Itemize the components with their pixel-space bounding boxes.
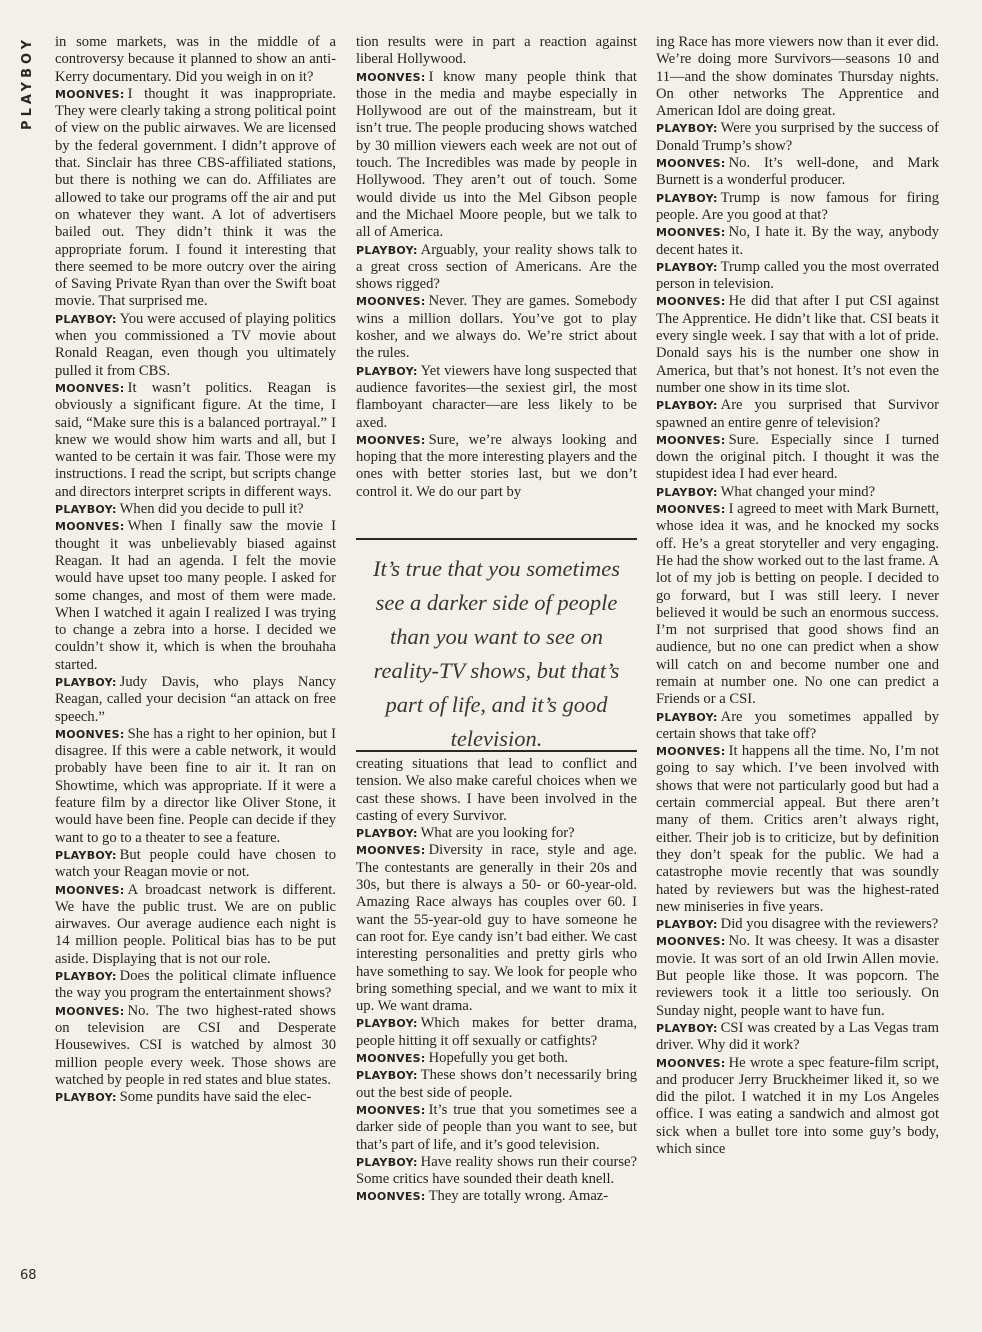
speaker-label: MOONVES:	[656, 157, 726, 171]
paragraph-text: Which makes for better drama, people hitting it off sexually or catfights?	[356, 1015, 637, 1049]
paragraph	[656, 293, 939, 397]
column-3	[656, 34, 939, 1158]
paragraph-text: What are you looking for?	[420, 825, 575, 842]
paragraph	[356, 34, 637, 69]
paragraph-text: I thought it was inappropriate. They were clearly taking a strong political point of view on the public airwaves. We are licensed by the federal government. I didn’t approve of that. Sinclair has three CBS-affiliated stations, but there is nothing we can do. Affiliates are allowed to take our programs off the air and put on whatever they want. A lot of advertisers bailed out. They didn’t think it was the appropriate forum. I found it interesting that there seemed to be more outcry over the airing of Saving Private Ryan than over the Swift boat movie. That surprised me.	[55, 85, 336, 310]
paragraph	[55, 518, 336, 674]
paragraph	[656, 709, 939, 744]
speaker-label: PLAYBOY:	[356, 827, 418, 841]
paragraph	[55, 968, 336, 1003]
paragraph	[656, 916, 939, 933]
paragraph	[55, 34, 336, 86]
speaker-label: PLAYBOY:	[356, 1017, 418, 1031]
paragraph-text: creating situations that lead to conflict and tension. We also make careful choices when we cast these shows. I have been involved in the casting of every Survivor.	[356, 756, 637, 824]
paragraph-text: A broadcast network is different. We have the public trust. We are on public airwaves. Our average audience each night is 14 million people. Political bias has to be put aside. Displaying that is not our role.	[55, 881, 336, 967]
paragraph	[656, 34, 939, 120]
paragraph	[656, 259, 939, 294]
paragraph-text: Hopefully you get both.	[428, 1050, 569, 1067]
paragraph	[656, 1055, 939, 1159]
speaker-label: MOONVES:	[356, 844, 426, 858]
paragraph-text: He did that after I put CSI against The Apprentice. He didn’t like that. CSI beats it every single week. I say that with a lot of pride. Donald says his is the number one show in America, but that’s not honest. It’s not even the number one show in its time slot.	[656, 293, 939, 396]
column-2-bottom	[356, 756, 637, 1206]
paragraph-text: They are totally wrong. Amaz-	[428, 1188, 609, 1205]
paragraph-text: Judy Davis, who plays Nancy Reagan, called your decision “an attack on free speech.”	[55, 673, 336, 725]
speaker-label: MOONVES:	[356, 1190, 426, 1204]
paragraph	[356, 825, 637, 842]
paragraph	[656, 155, 939, 190]
speaker-label: PLAYBOY:	[656, 122, 718, 136]
paragraph	[55, 882, 336, 968]
speaker-label: PLAYBOY:	[656, 485, 718, 499]
page-number: 68	[20, 1268, 37, 1283]
speaker-label: PLAYBOY:	[656, 260, 718, 274]
speaker-label: PLAYBOY:	[656, 191, 718, 205]
paragraph-text: She has a right to her opinion, but I disagree. If this were a cable network, it would probably have been fine to air it. It ran on Showtime, which was appropriate. If it were a feature film by a director like Oliver Stone, it would have been fine. People can decide if they want to go to a theater to see a feature.	[55, 725, 336, 846]
speaker-label: MOONVES:	[656, 226, 726, 240]
paragraph	[55, 501, 336, 518]
speaker-label: MOONVES:	[356, 295, 426, 309]
paragraph	[656, 224, 939, 259]
paragraph-text: Arguably, your reality shows talk to a great cross section of Americans. Are the shows rigged?	[356, 241, 637, 293]
speaker-label: PLAYBOY:	[55, 503, 117, 517]
paragraph-text: I know many people think that those in the media and maybe especially in Hollywood are out of the mainstream, but it isn’t true. The people producing shows watched by 30 million viewers each week are not out of touch. The Incredibles was made by people in Hollywood. They aren’t out of touch. Some would divide us into the Mel Gibson people and the Michael Moore people, but we talk to all of America.	[356, 68, 637, 241]
paragraph	[356, 293, 637, 362]
paragraph	[356, 363, 637, 432]
speaker-label: MOONVES:	[55, 381, 125, 395]
paragraph-text: Does the political climate influence the way you program the entertainment shows?	[55, 968, 336, 1002]
paragraph	[656, 501, 939, 709]
column-1	[55, 34, 336, 1106]
paragraph	[656, 1020, 939, 1055]
paragraph-text: You were accused of playing politics when you commissioned a TV movie about Ronald Reagan, even though you ultimately pulled it from CBS.	[55, 310, 336, 379]
paragraph-text: I agreed to meet with Mark Burnett, whose idea it was, and he knocked my socks off. He’s a great storyteller and very engaging. He had the show worked out to the last frame. A lot of my job is betting on people. I decided to go forward, but I was still leery. I never believed it would be such an enormous success. I’m not surprised that good shows find an audience, but no one can predict when a show will catch on and become number one and remain at number one. No one can predict a Friends or a CSI.	[656, 501, 939, 708]
paragraph	[55, 1003, 336, 1089]
paragraph-text: No. The two highest-rated shows on television are CSI and Desperate Housewives. CSI is watched by almost 30 million people every week. Those shows are watched by people in red states and blue states.	[55, 1002, 336, 1088]
speaker-label: PLAYBOY:	[55, 970, 117, 984]
paragraph	[356, 1050, 637, 1067]
paragraph-text: Diversity in race, style and age. The contestants are generally in their 20s and 30s, but there is always a 50- or 60-year-old. Amazing Race always has couples over 60. I want the 55-year-old guy to have someone he can root for. Eye candy isn’t bad either. We cast interesting personalities and pretty girls who have something to say. We look for people who bring something special, and we want to mix it up. We want drama.	[356, 842, 637, 1015]
speaker-label: PLAYBOY:	[55, 312, 117, 326]
speaker-label: PLAYBOY:	[356, 1069, 418, 1083]
speaker-label: PLAYBOY:	[656, 1021, 718, 1035]
paragraph-text: But people could have chosen to watch your Reagan movie or not.	[55, 846, 336, 881]
speaker-label: PLAYBOY:	[656, 399, 718, 413]
paragraph-text: It wasn’t politics. Reagan is obviously a significant figure. At the time, I said, “Make sure this is a balanced portrayal.” I knew we would show him warts and all, but I wanted to be certain it was fair. Those were my instructions. I read the script, but scripts change and directors interpret scripts in different ways.	[55, 379, 336, 500]
speaker-label: MOONVES:	[656, 1056, 726, 1070]
paragraph-text: Sure. Especially since I turned down the original pitch. I thought it was the stupidest idea I had ever heard.	[656, 431, 939, 483]
paragraph	[356, 1067, 637, 1102]
paragraph	[356, 69, 637, 242]
paragraph	[656, 120, 939, 155]
paragraph-text: No. It was cheesy. It was a disaster movie. It was sort of an old Irwin Allen movie. But people like those. It was popcorn. The reviewers took it a little too seriously. On Sunday night, people want to have fun.	[656, 933, 939, 1019]
speaker-label: MOONVES:	[356, 433, 426, 447]
speaker-label: PLAYBOY:	[55, 1091, 117, 1105]
speaker-label: MOONVES:	[55, 727, 125, 741]
paragraph-text: Trump called you the most overrated person in television.	[656, 258, 939, 293]
paragraph-text: ing Race has more viewers now than it ever did. We’re doing more Survivors—seasons 10 and 11—and the show dominates Thursday nights. On other networks The Apprentice and American Idol are doing great.	[656, 34, 939, 120]
paragraph-text: in some markets, was in the middle of a controversy because it planned to show an anti-Kerry documentary. Did you weigh in on it?	[55, 34, 336, 85]
paragraph	[55, 380, 336, 501]
paragraph	[55, 1089, 336, 1106]
speaker-label: PLAYBOY:	[356, 243, 418, 257]
speaker-label: MOONVES:	[656, 745, 726, 759]
speaker-label: PLAYBOY:	[656, 710, 718, 724]
paragraph	[356, 432, 637, 501]
paragraph	[656, 190, 939, 225]
column-2-top	[356, 34, 637, 501]
paragraph	[356, 756, 637, 825]
paragraph	[656, 397, 939, 432]
paragraph-text: Never. They are games. Somebody wins a million dollars. You’ve got to play kosher, and we always do. We’re strict about the rules.	[356, 293, 637, 362]
paragraph	[356, 1188, 637, 1205]
paragraph-text: It’s true that you sometimes see a darker side of people than you want to see, but that’s part of life, and it’s good television.	[356, 1101, 637, 1153]
paragraph	[356, 242, 637, 294]
paragraph-text: No. It’s well-done, and Mark Burnett is a wonderful producer.	[656, 155, 939, 189]
speaker-label: PLAYBOY:	[356, 1155, 418, 1169]
paragraph-text: These shows don’t necessarily bring out the best side of people.	[356, 1067, 637, 1101]
speaker-label: MOONVES:	[656, 433, 726, 447]
pull-quote-text: It’s true that you sometimes see a darker side of people than you want to see on reality-TV shows, but that’s part of life, and it’s good television.	[372, 556, 621, 751]
paragraph-text: Did you disagree with the reviewers?	[720, 916, 939, 933]
paragraph-text: Some pundits have said the elec-	[119, 1089, 312, 1106]
paragraph	[55, 847, 336, 882]
paragraph	[356, 1015, 637, 1050]
speaker-label: MOONVES:	[656, 503, 726, 517]
paragraph	[55, 86, 336, 311]
speaker-label: PLAYBOY:	[656, 918, 718, 932]
paragraph-text: Have reality shows run their course? Some critics have sounded their death knell.	[356, 1153, 637, 1188]
speaker-label: MOONVES:	[55, 883, 125, 897]
paragraph-text: Are you surprised that Survivor spawned an entire genre of television?	[656, 397, 939, 431]
paragraph	[656, 743, 939, 916]
paragraph	[656, 933, 939, 1019]
speaker-label: MOONVES:	[656, 295, 726, 309]
paragraph	[356, 842, 637, 1015]
paragraph-text: CSI was created by a Las Vegas tram driver. Why did it work?	[656, 1019, 939, 1054]
paragraph	[55, 674, 336, 726]
paragraph-text: He wrote a spec feature-film script, and producer Jerry Bruckheimer liked it, so we did the pilot. I watched it in my Los Angeles office. I was eating a sandwich and almost got sick when a bullet tore into some guy’s body, which since	[656, 1054, 939, 1157]
paragraph-text: When I finally saw the movie I thought it was unbelievably biased against Reagan. It had an agenda. I felt the movie would have upset too many people. I asked for some changes, and most of them were made. When I watched it again I realized I was trying to change a zebra into a horse. I decided we couldn’t show it, which is when the brouhaha started.	[55, 518, 336, 673]
speaker-label: MOONVES:	[356, 70, 426, 84]
paragraph	[656, 432, 939, 484]
paragraph	[356, 1154, 637, 1189]
paragraph-text: tion results were in part a reaction against liberal Hollywood.	[356, 34, 637, 68]
paragraph-text: Are you sometimes appalled by certain shows that take off?	[656, 708, 939, 742]
speaker-label: MOONVES:	[55, 520, 125, 534]
paragraph-text: What changed your mind?	[720, 483, 876, 500]
speaker-label: MOONVES:	[55, 1004, 125, 1018]
paragraph-text: Yet viewers have long suspected that audience favorites—the sexiest girl, the most flamboyant character—are less likely to be axed.	[356, 362, 637, 431]
speaker-label: PLAYBOY:	[55, 848, 117, 862]
paragraph-text: No, I hate it. By the way, anybody decent hates it.	[656, 224, 939, 258]
speaker-label: MOONVES:	[356, 1052, 426, 1066]
paragraph-text: Were you surprised by the success of Donald Trump’s show?	[656, 120, 939, 154]
paragraph-text: When did you decide to pull it?	[119, 501, 304, 518]
pull-quote	[356, 538, 637, 752]
paragraph	[656, 484, 939, 501]
speaker-label: PLAYBOY:	[356, 364, 418, 378]
paragraph	[55, 311, 336, 380]
running-header: PLAYBOY	[20, 36, 35, 130]
speaker-label: MOONVES:	[356, 1103, 426, 1117]
speaker-label: MOONVES:	[656, 935, 726, 949]
paragraph	[55, 726, 336, 847]
speaker-label: PLAYBOY:	[55, 675, 117, 689]
paragraph-text: It happens all the time. No, I’m not going to say which. I’ve been involved with shows that were not particularly good but had a certain commercial appeal. But there aren’t many of them. Critics aren’t always right, either. Their job is to criticize, but by definition they don’t speak for the public. We had a catastrophe movie recently that was soundly hated by reviewers but was the highest-rated new miniseries in five years.	[656, 743, 939, 915]
paragraph	[356, 1102, 637, 1154]
paragraph-text: Trump is now famous for firing people. Are you good at that?	[656, 189, 939, 223]
paragraph-text: Sure, we’re always looking and hoping that the more interesting players and the ones with better stories last, but we don’t control it. We do our part by	[356, 431, 637, 500]
speaker-label: MOONVES:	[55, 87, 125, 101]
